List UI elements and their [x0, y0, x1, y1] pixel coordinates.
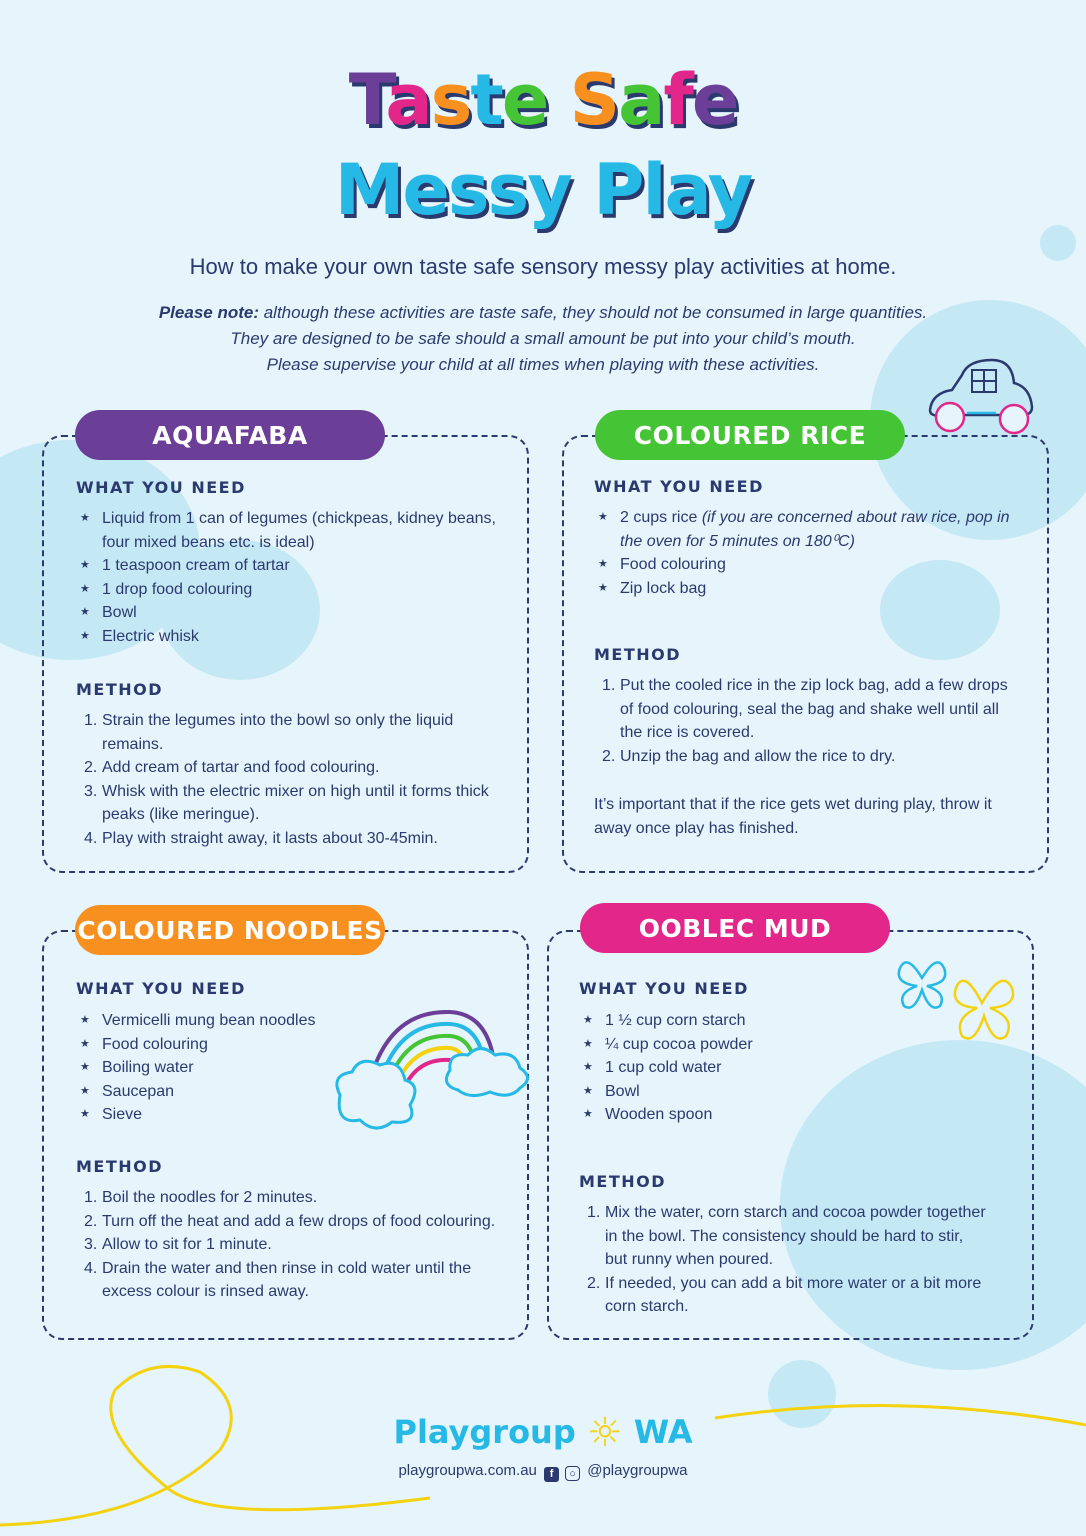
note-label: Please note: — [158, 303, 259, 322]
list-item: ★ Boiling water — [76, 1056, 376, 1080]
title-letter: a — [385, 59, 431, 141]
card-title-aquafaba: AQUAFABA — [75, 410, 385, 460]
title-letter: f — [663, 59, 692, 141]
list-item: 3. Whisk with the electric mixer on high until it forms thick peaks (like meringue). — [84, 782, 489, 824]
footer-links — [0, 1462, 1086, 1482]
butterflies-doodle-icon — [892, 948, 1024, 1048]
list-item: ★ 1 drop food colouring — [76, 578, 496, 602]
needs-list — [579, 1009, 879, 1127]
list-item: 2. Add cream of tartar and food colouring. — [84, 759, 380, 777]
list-item: ★ Food colouring — [594, 553, 1014, 577]
card-title-coloured-rice: COLOURED RICE — [595, 410, 905, 460]
section-heading-needs: WHAT YOU NEED — [579, 979, 749, 998]
list-item: ★ Bowl — [76, 601, 496, 625]
section-heading-method: METHOD — [579, 1172, 667, 1191]
note-line: Please supervise your child at all times when playing with these activities. — [266, 355, 820, 374]
website-link[interactable]: playgroupwa.com.au — [398, 1462, 537, 1479]
sun-icon: ☼ — [586, 1410, 623, 1456]
list-item: 4. Play with straight away, it lasts about 30-45min. — [84, 829, 438, 847]
title-letter: s — [430, 59, 471, 141]
card-title-ooblec-mud: OOBLEC MUD — [580, 903, 890, 953]
footer-logo — [0, 1410, 1086, 1456]
logo-text: Playgroup — [393, 1413, 576, 1451]
safety-note — [60, 300, 1026, 378]
list-item: 1. Strain the legumes into the bowl so only the liquid remains. — [84, 712, 454, 753]
list-item: 2. If needed, you can add a bit more water or a bit more corn starch. — [587, 1274, 982, 1316]
list-item: 2. Unzip the bag and allow the rice to dry. — [602, 747, 896, 765]
section-heading-needs: WHAT YOU NEED — [594, 477, 764, 496]
facebook-icon[interactable]: f — [544, 1467, 559, 1482]
needs-list — [76, 507, 496, 649]
title-letter — [547, 59, 569, 141]
title-letter: e — [691, 59, 738, 141]
page-title-line2: Messy Play — [334, 149, 752, 231]
page-title-line1 — [0, 58, 1086, 142]
list-item: ★ Liquid from 1 can of legumes (chickpeas, kidney beans, four mixed beans etc. is ideal) — [76, 507, 496, 554]
list-item: 1. Put the cooled rice in the zip lock bag, add a few drops of food colouring, seal the bag and shake well until all the rice is covered. — [602, 677, 1008, 742]
section-heading-needs: WHAT YOU NEED — [76, 478, 246, 497]
instagram-icon[interactable]: ○ — [565, 1466, 580, 1481]
section-heading-needs: WHAT YOU NEED — [76, 979, 246, 998]
list-item: 3. Allow to sit for 1 minute. — [84, 1236, 272, 1254]
list-item: ★ Electric whisk — [76, 625, 496, 649]
method-list — [76, 709, 506, 851]
list-item: ★ ¼ cup cocoa powder — [579, 1033, 879, 1057]
list-item: ★ Vermicelli mung bean noodles — [76, 1009, 376, 1033]
title-letter: a — [618, 59, 664, 141]
social-handle[interactable]: @playgroupwa — [587, 1462, 688, 1479]
list-item: ★ 1 teaspoon cream of tartar — [76, 554, 496, 578]
list-item: ★ Zip lock bag — [594, 577, 1014, 601]
list-item: ★ 2 cups rice (if you are concerned about raw rice, pop in the oven for 5 minutes on 180⁰C) — [594, 506, 1014, 553]
list-item: ★ Bowl — [579, 1080, 879, 1104]
method-list — [594, 674, 1014, 768]
list-item: ★ Wooden spoon — [579, 1103, 879, 1127]
note-line: They are designed to be safe should a small amount be put into your child’s mouth. — [230, 329, 856, 348]
rainbow-doodle-icon — [330, 1000, 540, 1140]
section-heading-method: METHOD — [76, 680, 164, 699]
list-item: 1. Mix the water, corn starch and cocoa powder together in the bowl. The consistency should be hard to stir, but runny when poured. — [587, 1204, 986, 1269]
needs-list — [594, 506, 1014, 600]
car-doodle-icon — [922, 355, 1038, 440]
card-title-coloured-noodles: COLOURED NOODLES — [75, 905, 385, 955]
list-item: 4. Drain the water and then rinse in cold water until the excess colour is rinsed away. — [84, 1259, 472, 1301]
list-item: 2. Turn off the heat and add a few drops of food colouring. — [84, 1212, 496, 1230]
title-letter: t — [470, 59, 502, 141]
list-item: ★ Food colouring — [76, 1033, 376, 1057]
title-letter: T — [348, 59, 386, 141]
rice-safety-note: It’s important that if the rice gets wet during play, throw it away once play has finished. — [594, 796, 992, 837]
list-item: 1. Boil the noodles for 2 minutes. — [84, 1189, 318, 1206]
section-heading-method: METHOD — [76, 1157, 164, 1176]
note-line: although these activities are taste safe, they should not be consumed in large quantities. — [259, 303, 928, 322]
title-letter: S — [569, 59, 619, 141]
logo-text: WA — [633, 1413, 693, 1451]
subtitle: How to make your own taste safe sensory messy play activities at home. — [189, 254, 897, 279]
list-item: ★ 1 ½ cup corn starch — [579, 1009, 879, 1033]
list-item: ★ Sieve — [76, 1103, 376, 1127]
section-heading-method: METHOD — [594, 645, 682, 664]
list-item: ★ 1 cup cold water — [579, 1056, 879, 1080]
title-letter: e — [501, 59, 548, 141]
method-list — [579, 1201, 989, 1319]
list-item: ★ Saucepan — [76, 1080, 376, 1104]
method-list — [76, 1186, 501, 1304]
